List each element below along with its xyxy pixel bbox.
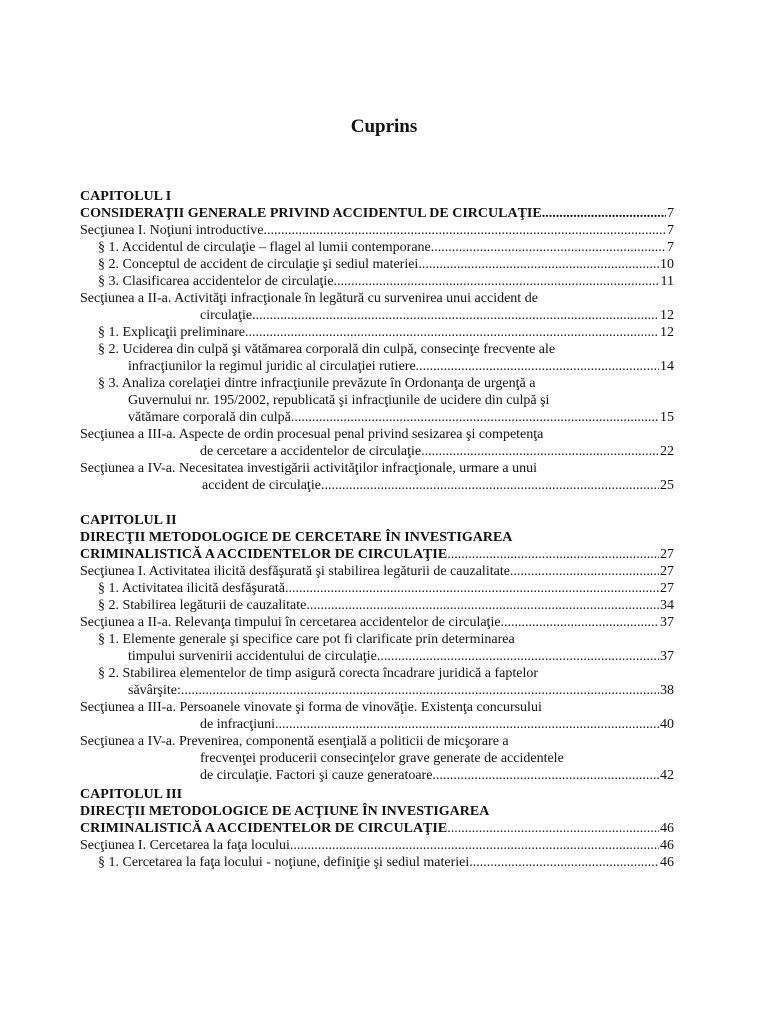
entry-text: CRIMINALISTICĂ A ACCIDENTELOR DE CIRCULAŢIE [80,821,448,836]
page-number: 46 [660,838,674,853]
chapter-1-heading [80,188,674,205]
entry-text: § 3. Analiza corelaţiei dintre infracţiunile prevăzute în Ordonanţa de urgenţă a [98,376,536,391]
chapter-1-title [80,205,674,222]
toc-entry [80,631,674,648]
toc-entry [80,273,674,290]
dot-leader [291,409,659,426]
page-number: 27 [660,547,674,562]
toc-entry [80,614,674,631]
dot-leader [275,716,659,733]
page-number: 12 [660,325,674,340]
entry-text: Secţiunea I. Activitatea ilicită desfăşurată şi stabilirea legăturii de cauzalitate [80,564,510,579]
entry-text: Secţiunea a II-a. Relevanţa timpului în cercetarea accidentelor de circulaţie [80,615,501,630]
page-number: 40 [660,717,674,732]
toc-entry [80,341,674,358]
entry-text: CRIMINALISTICĂ A ACCIDENTELOR DE CIRCULAŢIE [80,547,448,562]
entry-text: infracţiunilor la regimul juridic al circulaţiei rutiere [128,359,416,374]
toc-entry [80,648,674,665]
chapter-2-title [80,529,674,546]
entry-text: Guvernului nr. 195/2002, republicată şi infracţiunile de ucidere din culpă şi [128,393,550,408]
toc-entry [80,682,674,699]
page-number: 7 [667,240,674,255]
entry-text: DIRECŢII METODOLOGICE DE ACŢIUNE ÎN INVESTIGAREA [80,804,490,819]
page-number: 46 [660,855,674,870]
page-number: 25 [660,478,674,493]
entry-text: § 2. Conceptul de accident de circulaţie şi sediul materiei [98,257,419,272]
entry-text: § 1. Activitatea ilicită desfăşurată [98,581,285,596]
page-number: 37 [660,649,674,664]
spacer [80,494,674,512]
page-title: Cuprins [350,116,418,137]
entry-text: § 1. Cercetarea la faţa locului - noţiune, definiţie şi sediul materiei [98,855,470,870]
entry-text: § 1. Explicaţii preliminare [98,325,245,340]
toc-entry [80,460,674,477]
dot-leader [501,614,659,631]
dot-leader [245,324,659,341]
entry-text: Secţiunea a II-a. Activităţi infracţionale în legătură cu survenirea unui accident de [80,291,538,306]
dot-leader [416,358,659,375]
entry-text: Secţiunea I. Cercetarea la faţa locului [80,838,290,853]
entry-text: CONSIDERAŢII GENERALE PRIVIND ACCIDENTUL DE CIRCULAŢIE [80,206,542,221]
page-number: 37 [660,615,674,630]
entry-text: timpului survenirii accidentului de circulaţie [128,649,377,664]
dot-leader [306,597,659,614]
entry-text: CAPITOLUL I [80,189,172,204]
entry-text: § 2. Uciderea din culpă şi vătămarea corporală din culpă, consecinţe frecvente ale [98,342,556,357]
toc-entry [80,256,674,273]
entry-text: de infracţiuni [200,717,276,732]
toc-entry [80,324,674,341]
table-of-contents [80,188,674,871]
toc-entry [80,307,674,324]
entry-text: Secţiunea a III-a. Persoanele vinovate şi forma de vinovăţie. Existenţa concursului [80,700,542,715]
chapter-3-title [80,803,674,820]
entry-text: accident de circulaţie [202,478,321,493]
dot-leader [431,239,666,256]
entry-text: Secţiunea I. Noţiuni introductive [80,223,264,238]
entry-text: § 2. Stabilirea legăturii de cauzalitate [98,598,307,613]
toc-entry [80,222,674,239]
entry-text: de cercetare a accidentelor de circulaţie [200,444,422,459]
toc-entry [80,767,674,784]
entry-text: Secţiunea a IV-a. Necesitatea investigării activităţilor infracţionale, urmare a unui [80,461,538,476]
toc-entry [80,392,674,409]
dot-leader [290,837,659,854]
page-number: 10 [660,257,674,272]
toc-entry [80,290,674,307]
page-number: 27 [660,581,674,596]
dot-leader [377,648,659,665]
dot-leader [542,205,666,222]
dot-leader [418,256,659,273]
page-number: 7 [667,206,674,221]
page-number: 38 [660,683,674,698]
dot-leader [510,563,659,580]
dot-leader [321,477,659,494]
chapter-2-heading [80,512,674,529]
page-number: 15 [660,410,674,425]
page-number: 22 [660,444,674,459]
toc-entry [80,239,674,256]
toc-entry [80,426,674,443]
page-number: 7 [667,223,674,238]
page-number: 14 [660,359,674,374]
entry-text: DIRECŢII METODOLOGICE DE CERCETARE ÎN INVESTIGAREA [80,530,513,545]
toc-entry [80,716,674,733]
toc-entry [80,597,674,614]
entry-text: CAPITOLUL III [80,787,183,802]
page-number: 34 [660,598,674,613]
toc-entry [80,409,674,426]
entry-text: § 1. Elemente generale şi specifice care pot fi clarificate prin determinarea [98,632,515,647]
dot-leader [447,820,659,837]
dot-leader [252,307,659,324]
dot-leader [181,682,659,699]
entry-text: § 2. Stabilirea elementelor de timp asigură corecta încadrare juridică a faptelor [98,666,539,681]
chapter-3-heading [80,786,674,803]
entry-text: săvârşite: [128,683,181,698]
toc-entry [80,699,674,716]
entry-text: Secţiunea a IV-a. Prevenirea, componentă esenţială a politicii de micşorare a [80,734,509,749]
toc-entry [80,443,674,460]
toc-entry [80,563,674,580]
toc-entry [80,854,674,871]
toc-entry [80,733,674,750]
entry-text: CAPITOLUL II [80,513,177,528]
entry-text: § 3. Clasificarea accidentelor de circulaţie [98,274,334,289]
chapter-2-title [80,546,674,563]
toc-entry [80,580,674,597]
toc-entry [80,358,674,375]
toc-entry [80,750,674,767]
dot-leader [432,767,659,784]
toc-entry [80,665,674,682]
page-number: 27 [660,564,674,579]
entry-text: vătămare corporală din culpă [128,410,291,425]
toc-entry [80,375,674,392]
dot-leader [285,580,659,597]
entry-text: circulaţie [200,308,253,323]
dot-leader [469,854,659,871]
page-number: 12 [660,308,674,323]
dot-leader [264,222,666,239]
page-number: 46 [660,821,674,836]
entry-text: § 1. Accidentul de circulaţie – flagel al lumii contemporane [98,240,431,255]
entry-text: de circulaţie. Factori şi cauze generatoare [200,768,433,783]
entry-text: frecvenţei producerii consecinţelor grave generate de accidentele [200,751,564,766]
entry-text: Secţiunea a III-a. Aspecte de ordin procesual penal privind sesizarea şi competenţa [80,427,544,442]
toc-entry [80,837,674,854]
dot-leader [421,443,659,460]
chapter-3-title [80,820,674,837]
page-number: 42 [660,768,674,783]
page-number: 11 [660,274,674,289]
toc-entry [80,477,674,494]
dot-leader [334,273,660,290]
dot-leader [447,546,659,563]
